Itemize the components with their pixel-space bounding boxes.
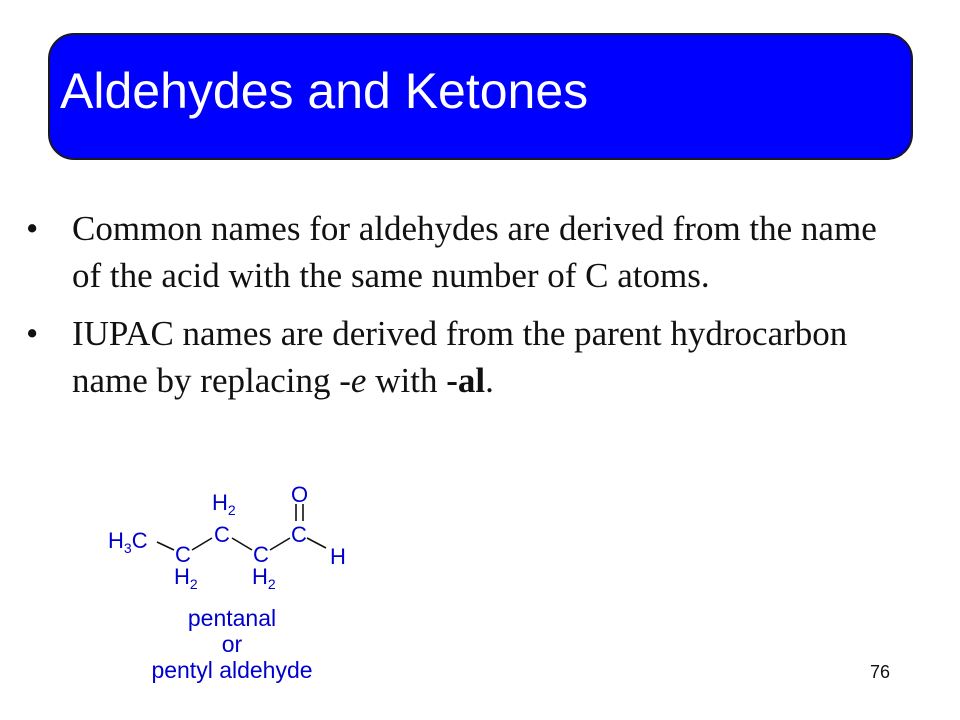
bullet-dot: • bbox=[26, 209, 39, 248]
bullet-text-end: . bbox=[485, 361, 494, 400]
bullet-text: IUPAC names are derived from the parent hydrocarbon name by replacing bbox=[72, 314, 848, 400]
bond bbox=[232, 538, 252, 550]
h2-label: $H_2$ bbox=[174, 564, 198, 592]
caption-line: or bbox=[221, 631, 243, 657]
page-number: 76 bbox=[870, 662, 891, 682]
ch3-group: $H_3C$ bbox=[108, 528, 148, 556]
title-banner bbox=[48, 33, 913, 160]
bullet-list bbox=[26, 205, 906, 415]
h2-label: $H_2$ bbox=[212, 490, 236, 518]
bullet-item bbox=[26, 205, 906, 299]
bond bbox=[270, 538, 290, 550]
caption-line: pentanal bbox=[187, 605, 277, 631]
carbon-atom: C bbox=[253, 542, 269, 567]
oxygen-atom: O bbox=[291, 482, 309, 507]
bond bbox=[157, 542, 174, 550]
bond bbox=[307, 538, 326, 548]
pentanal-structure bbox=[100, 482, 420, 622]
italic-suffix-e: -e bbox=[339, 361, 367, 400]
carbon-atom: C bbox=[214, 522, 230, 547]
carbon-atom: C bbox=[291, 522, 307, 547]
bold-suffix-al: -al bbox=[446, 361, 486, 400]
bullet-text: Common names for aldehydes are derived from the name of the acid with the same number of C atoms. bbox=[72, 209, 877, 295]
bond bbox=[192, 538, 212, 550]
slide-title: Aldehydes and Ketones bbox=[60, 63, 589, 119]
hydrogen-atom: H bbox=[330, 544, 346, 569]
molecule-caption bbox=[120, 605, 344, 683]
bullet-item bbox=[26, 310, 906, 404]
caption-line: pentyl aldehyde bbox=[151, 657, 313, 683]
carbon-atom: C bbox=[175, 542, 191, 567]
bullet-dot: • bbox=[26, 314, 39, 353]
bullet-text-middle: with bbox=[366, 361, 447, 400]
h2-label: $H_2$ bbox=[252, 564, 276, 592]
